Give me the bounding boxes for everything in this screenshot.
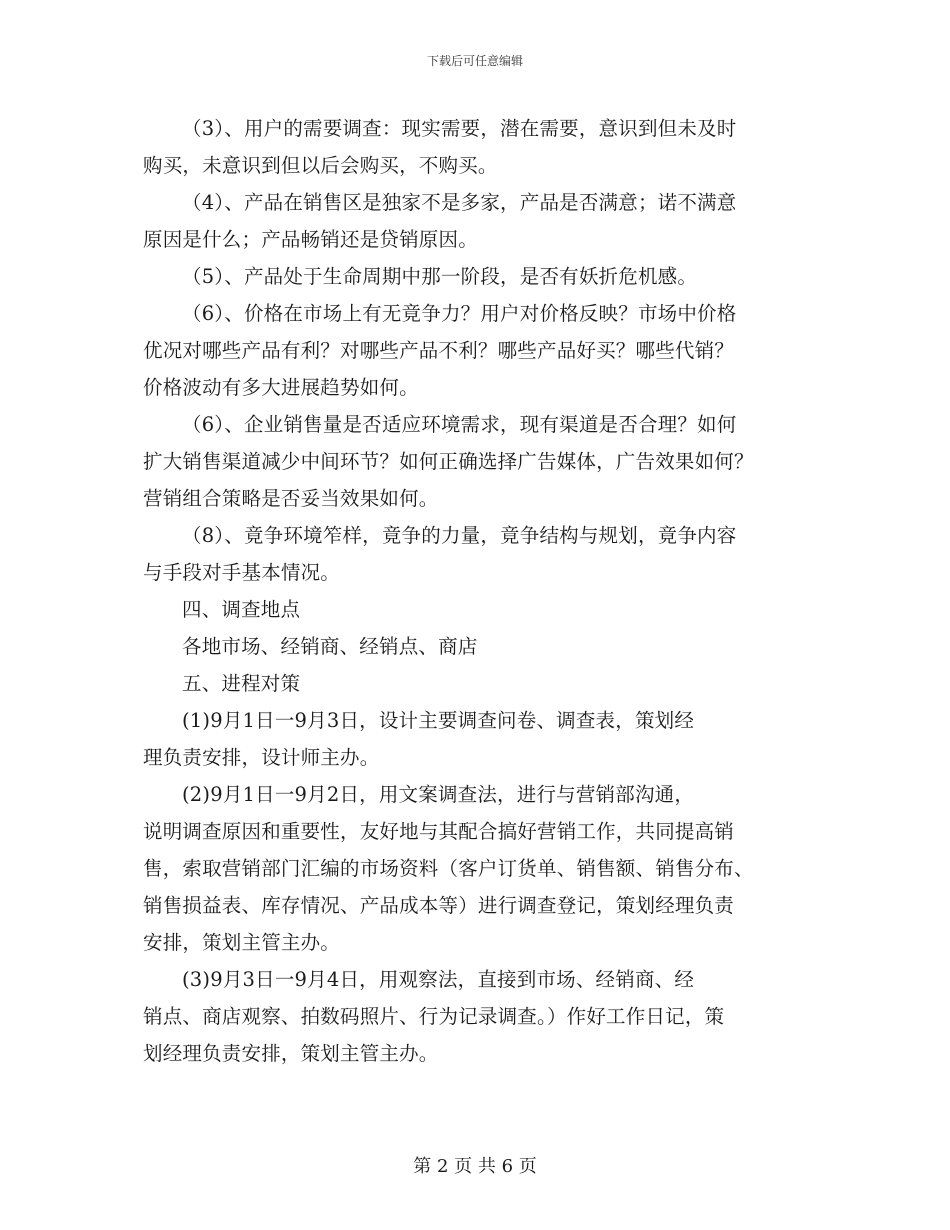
text-line: (1)9月1日一9月3日，设计主要调查问卷、调查表，策划经 — [182, 709, 695, 732]
text-line: （5）、产品处于生命周期中那一阶段，是否有妖折危机感。 — [182, 265, 698, 288]
text-line: (3)9月3日一9月4日，用观察法，直接到市场、经销商、经 — [182, 968, 695, 991]
text-line: 说明调查原因和重要性，友好地与其配合搞好营销工作，共同提高销 — [143, 820, 735, 843]
text-line: （8）、竟争环境笮样，竟争的力量，竟争结构与规划，竟争内容 — [182, 524, 737, 547]
paragraph-user-needs — [143, 110, 811, 184]
text-line: 扩大销售渠道减少中间环节？如何正确选择广告媒体，广告效果如何？ — [143, 450, 754, 473]
text-line: (2)9月1日一9月2日，用文案调查法，进行与营销部沟通， — [182, 783, 695, 806]
text-line: （4）、产品在销售区是独家不是多家，产品是否满意；诺不满意 — [182, 191, 737, 214]
text-line: 销售损益表、库存情况、产品成本等）进行调查登记，策划经理负责 — [143, 894, 735, 917]
paragraph-lifecycle — [143, 258, 811, 295]
section-heading-location — [143, 591, 811, 628]
text-line: 销点、商店观察、拍数码照片、行为记录调查。）作好工作日记，策 — [143, 1005, 725, 1028]
text-line: 购买，未意识到但以后会购买，不购买。 — [143, 154, 498, 177]
document-body — [143, 110, 811, 1072]
text-line: 各地市场、经销商、经销点、商店 — [182, 635, 478, 658]
text-line: 原因是什么；产品畅销还是贷销原因。 — [143, 228, 478, 251]
text-line: 价格波动有多大进展趋势如何。 — [143, 376, 419, 399]
text-line: 营销组合策略是否妥当效果如何。 — [143, 487, 439, 510]
text-line: 售，索取营销部门汇编的市场资料（客户订货单、销售额、销售分布、 — [143, 857, 754, 880]
text-line: 四、调查地点 — [182, 598, 301, 621]
text-line: 划经理负责安排，策划主管主办。 — [143, 1042, 439, 1065]
paragraph-price — [143, 295, 811, 406]
paragraph-channels — [143, 406, 811, 517]
text-line: （3）、用户的需要调查：现实需要，潜在需要，意识到但未及时 — [182, 117, 737, 140]
text-line: （6）、企业销售量是否适应环境需求，现有渠道是否合理？如何 — [182, 413, 737, 436]
paragraph-schedule-1 — [143, 702, 811, 776]
text-line: 优况对哪些产品有利？对哪些产品不利？哪些产品好买？哪些代销？ — [143, 339, 735, 362]
text-line: 与手段对手基本情况。 — [143, 561, 341, 584]
text-line: 理负责安排，设计师主办。 — [143, 746, 380, 769]
paragraph-competition — [143, 517, 811, 591]
paragraph-product-sales — [143, 184, 811, 258]
paragraph-schedule-3 — [143, 961, 811, 1072]
page-header: 下载后可任意编辑 — [426, 54, 523, 68]
text-line: 五、进程对策 — [182, 672, 301, 695]
paragraph-schedule-2 — [143, 776, 811, 961]
text-line: 安排，策划主管主办。 — [143, 931, 341, 954]
paragraph-location — [143, 628, 811, 665]
page-number-footer: 第 2 页 共 6 页 — [413, 1156, 537, 1177]
text-line: （6）、价格在市场上有无竟争力？用户对价格反映？市场中价格 — [182, 302, 737, 325]
section-heading-schedule — [143, 665, 811, 702]
